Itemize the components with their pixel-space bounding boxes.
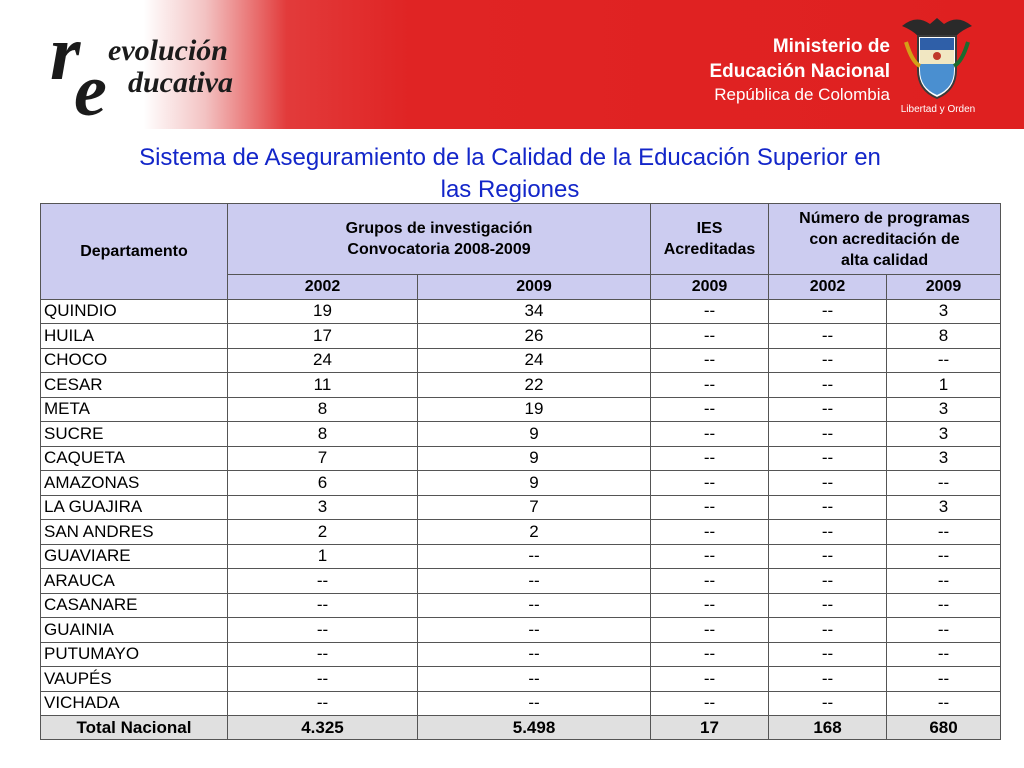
department-cell: SUCRE <box>41 422 228 447</box>
value-cell: -- <box>887 618 1001 643</box>
table-row <box>41 544 1001 569</box>
table-row <box>41 569 1001 594</box>
department-cell: PUTUMAYO <box>41 642 228 667</box>
table-row <box>41 495 1001 520</box>
total-cell: 17 <box>651 716 769 740</box>
value-cell: 6 <box>228 471 418 496</box>
value-cell: -- <box>769 422 887 447</box>
value-cell: 1 <box>887 373 1001 398</box>
total-cell: 4.325 <box>228 716 418 740</box>
value-cell: -- <box>651 520 769 545</box>
header-grupos: Grupos de investigación Convocatoria 2008-2009 <box>228 204 651 275</box>
value-cell: -- <box>418 618 651 643</box>
value-cell: -- <box>651 593 769 618</box>
value-cell: -- <box>769 667 887 692</box>
value-cell: 3 <box>887 299 1001 324</box>
value-cell: 1 <box>228 544 418 569</box>
value-cell: 3 <box>887 495 1001 520</box>
year-header: 2009 <box>418 275 651 300</box>
department-cell: GUAINIA <box>41 618 228 643</box>
value-cell: -- <box>228 667 418 692</box>
value-cell: 8 <box>228 422 418 447</box>
department-cell: CASANARE <box>41 593 228 618</box>
ministry-line-3: República de Colombia <box>714 85 890 104</box>
value-cell: 24 <box>228 348 418 373</box>
quality-table <box>40 203 1001 740</box>
total-cell: 168 <box>769 716 887 740</box>
value-cell: 8 <box>228 397 418 422</box>
value-cell: -- <box>651 348 769 373</box>
table-row <box>41 520 1001 545</box>
total-cell: 680 <box>887 716 1001 740</box>
total-cell: 5.498 <box>418 716 651 740</box>
value-cell: -- <box>651 397 769 422</box>
year-header: 2002 <box>228 275 418 300</box>
value-cell: -- <box>887 667 1001 692</box>
value-cell: -- <box>887 569 1001 594</box>
value-cell: -- <box>887 520 1001 545</box>
department-cell: QUINDIO <box>41 299 228 324</box>
department-cell: ARAUCA <box>41 569 228 594</box>
value-cell: -- <box>651 495 769 520</box>
department-cell: SAN ANDRES <box>41 520 228 545</box>
coat-of-arms-icon <box>896 12 978 104</box>
department-cell: CAQUETA <box>41 446 228 471</box>
table-row <box>41 373 1001 398</box>
department-cell: AMAZONAS <box>41 471 228 496</box>
year-header: 2002 <box>769 275 887 300</box>
value-cell: -- <box>769 495 887 520</box>
value-cell: 34 <box>418 299 651 324</box>
value-cell: -- <box>651 618 769 643</box>
table-row <box>41 324 1001 349</box>
table-row <box>41 446 1001 471</box>
department-cell: CESAR <box>41 373 228 398</box>
value-cell: -- <box>418 569 651 594</box>
value-cell: -- <box>769 618 887 643</box>
value-cell: 9 <box>418 422 651 447</box>
value-cell: -- <box>651 642 769 667</box>
department-cell: VAUPÉS <box>41 667 228 692</box>
value-cell: -- <box>769 642 887 667</box>
value-cell: -- <box>769 520 887 545</box>
value-cell: 22 <box>418 373 651 398</box>
total-row <box>41 716 1001 740</box>
department-cell: META <box>41 397 228 422</box>
value-cell: -- <box>651 544 769 569</box>
value-cell: -- <box>887 691 1001 716</box>
value-cell: -- <box>651 422 769 447</box>
value-cell: -- <box>651 471 769 496</box>
value-cell: -- <box>418 544 651 569</box>
header-programas: Número de programas con acreditación de alta calidad <box>769 204 1001 275</box>
value-cell: -- <box>769 373 887 398</box>
value-cell: -- <box>887 642 1001 667</box>
department-cell: GUAVIARE <box>41 544 228 569</box>
value-cell: 8 <box>887 324 1001 349</box>
value-cell: -- <box>769 324 887 349</box>
table-row <box>41 348 1001 373</box>
ministry-line-1: Ministerio de <box>772 36 890 57</box>
table-row <box>41 618 1001 643</box>
table-row <box>41 642 1001 667</box>
value-cell: -- <box>418 691 651 716</box>
value-cell: -- <box>651 667 769 692</box>
table-row <box>41 422 1001 447</box>
page-title-line-1: Sistema de Aseguramiento de la Calidad de la Educación Superior en <box>139 144 881 171</box>
department-cell: CHOCO <box>41 348 228 373</box>
value-cell: -- <box>769 446 887 471</box>
department-cell: VICHADA <box>41 691 228 716</box>
value-cell: 19 <box>228 299 418 324</box>
year-header: 2009 <box>887 275 1001 300</box>
value-cell: -- <box>651 569 769 594</box>
motto: Libertad y Orden <box>900 104 976 115</box>
value-cell: -- <box>651 691 769 716</box>
value-cell: 3 <box>887 397 1001 422</box>
header-ies: IES Acreditadas <box>651 204 769 275</box>
value-cell: -- <box>887 348 1001 373</box>
value-cell: 9 <box>418 471 651 496</box>
ministry-line-2: Educación Nacional <box>709 61 890 82</box>
ministry-name <box>700 34 890 106</box>
value-cell: -- <box>887 593 1001 618</box>
value-cell: -- <box>769 397 887 422</box>
value-cell: -- <box>228 691 418 716</box>
value-cell: -- <box>228 593 418 618</box>
value-cell: -- <box>651 446 769 471</box>
table-row <box>41 667 1001 692</box>
value-cell: 7 <box>418 495 651 520</box>
value-cell: 19 <box>418 397 651 422</box>
value-cell: -- <box>769 544 887 569</box>
table-body <box>41 299 1001 716</box>
value-cell: 2 <box>418 520 651 545</box>
value-cell: -- <box>769 593 887 618</box>
department-cell: LA GUAJIRA <box>41 495 228 520</box>
value-cell: -- <box>651 324 769 349</box>
value-cell: -- <box>887 544 1001 569</box>
value-cell: -- <box>769 348 887 373</box>
value-cell: 17 <box>228 324 418 349</box>
value-cell: -- <box>228 642 418 667</box>
value-cell: 3 <box>887 446 1001 471</box>
table-row <box>41 691 1001 716</box>
table-row <box>41 299 1001 324</box>
value-cell: 24 <box>418 348 651 373</box>
value-cell: -- <box>769 691 887 716</box>
value-cell: -- <box>228 618 418 643</box>
value-cell: 3 <box>887 422 1001 447</box>
table-row <box>41 397 1001 422</box>
year-header: 2009 <box>651 275 769 300</box>
value-cell: -- <box>651 299 769 324</box>
value-cell: -- <box>651 373 769 398</box>
value-cell: -- <box>418 642 651 667</box>
value-cell: -- <box>228 569 418 594</box>
value-cell: 26 <box>418 324 651 349</box>
value-cell: 3 <box>228 495 418 520</box>
value-cell: -- <box>418 593 651 618</box>
header-departamento: Departamento <box>41 204 228 300</box>
value-cell: -- <box>769 569 887 594</box>
value-cell: 2 <box>228 520 418 545</box>
table-row <box>41 593 1001 618</box>
page-title <box>40 142 980 206</box>
value-cell: 7 <box>228 446 418 471</box>
value-cell: -- <box>887 471 1001 496</box>
revolucion-educativa-logo: r e evolución ducativa <box>50 9 233 132</box>
value-cell: 11 <box>228 373 418 398</box>
value-cell: -- <box>769 299 887 324</box>
table-row <box>41 471 1001 496</box>
value-cell: -- <box>769 471 887 496</box>
department-cell: HUILA <box>41 324 228 349</box>
page-title-line-2: las Regiones <box>440 176 580 203</box>
total-label: Total Nacional <box>41 716 228 740</box>
value-cell: 9 <box>418 446 651 471</box>
value-cell: -- <box>418 667 651 692</box>
